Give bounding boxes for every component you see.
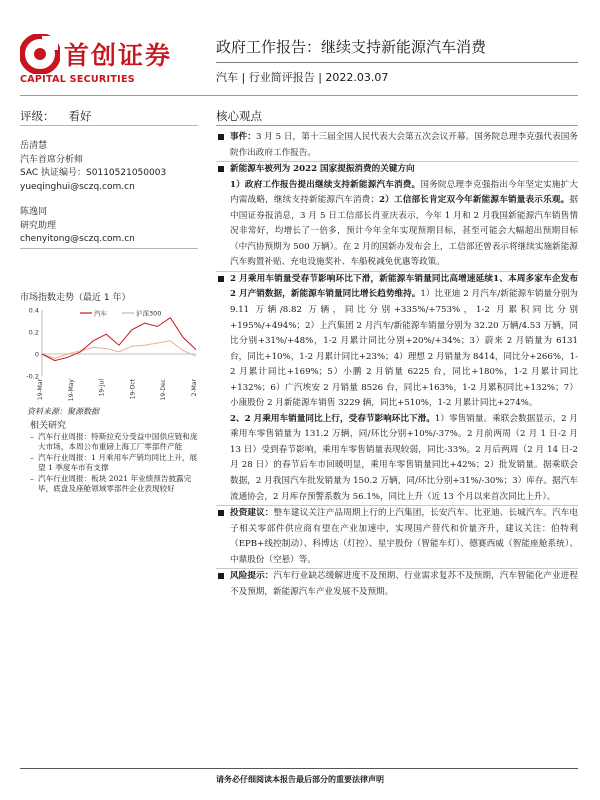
core-title: 核心观点 (216, 109, 262, 123)
legal-notice[interactable]: 请务必仔细阅读本报告最后部分的重要法律声明 (216, 774, 384, 784)
logo-mark-icon (20, 34, 60, 74)
chart-title: 市场指数走势（最近 1 年） (20, 293, 131, 303)
x-tick-label: 2-Mar (191, 379, 198, 397)
company-logo (20, 34, 200, 84)
investment-label: 投资建议： (230, 508, 274, 519)
sales-text-2: 1）零售销量。乘联会数据显示，2 月乘用车零售销量为 131.2 万辆，同/环比分别+10%/-37%。2 月前两周（2 月 1 日-2 月 13 日）受到春节影响，乘用车零售销量表现较弱，同比-33%。2 月后两周（2 月 14 日-2 月 28 日）的春节后车市回暖明显，乘用车零售销量同比+42%；2）批发销量。据乘联会数据，2 月我国汽车批发销量为 150.2 万辆，同/环比分别+31%/-30%；3）库存。据汽车流通协会，2 月库存预警系数为 56.1%，同比上升（近 13 个月以来首次同比上升）。 (230, 413, 578, 502)
bullet-investment (216, 506, 578, 568)
bullet-sales (216, 272, 578, 505)
analyst-primary (20, 140, 166, 194)
brand-name-en: CAPITAL SECURITIES (20, 74, 135, 85)
header-divider (20, 95, 578, 96)
analyst-divider (20, 248, 198, 249)
analyst-role: 研究助理 (20, 220, 57, 231)
policy-heading: 新能源车被列为 2022 国家提振消费的关键方向 (230, 164, 415, 175)
related-item[interactable]: – 汽车行业周报：特斯拉充分受益中国供应链和庞大市场，本周公布重磅上海工厂零部件产能 (30, 432, 200, 453)
related-item[interactable]: – 汽车行业周报：1 月乘用车产销均同比上升，展望 1 季度车市有支撑 (30, 453, 200, 474)
x-tick-label: 19-May (67, 379, 75, 402)
risk-label: 风险提示： (230, 571, 274, 582)
related-item[interactable]: – 汽车行业周报：板块 2021 年业绩预告披露完毕，底盘及座舱领域零部件企业表现较好 (30, 474, 200, 495)
report-title: 政府工作报告：继续支持新能源汽车消费 (216, 38, 487, 56)
legend-label: 汽车 (94, 309, 107, 318)
policy-text-2: 据中国证券报消息，3 月 5 日工信部长肖亚庆表示，今年 1 月和 2 月我国新能源汽车销售情况非常好，均增长了一倍多，预计今年全年实现预期目标，甚至可能会大幅超出预期目标（中汽协预期为 500 万辆）。在 2 月的国新办发布会上，工信部还曾表示将继续实施新能源汽车购置补贴、充电设施奖补、车船税减免优惠等政策。 (230, 195, 578, 268)
sales-text-1: 1）比亚迪 2 月汽车/新能源车销量分别为 9.11 万辆/8.82 万辆，同比分别+335%/+753%，1-2 月累积同比分别+195%/+494%；2）上汽集团 2 月汽车/新能源车销量分别为 32.20 万辆/4.53 万辆，同比分别+31%/+48%，1-2 月累计同比分别+20%/+34%；3）蔚来 2 月销量为 6131 台，同比+10%，1-2 月累计同比+23%；4）理想 2 月销量为 8414，同比分+266%，1-2 月累计同比+169%；5）小鹏 2 月销量 6225 台，同比+180%，1-2 月累计同比+132%；6）广汽埃安 2 月销量 8526 台，同比+163%，1-2 月累积同比+132%；7）小康股份 2 月新能源车销售 3229 辆，同比+510%，1-2 月累计同比+274%。 (230, 289, 578, 409)
analyst-email[interactable]: yueqinghui@sczq.com.cn (20, 181, 135, 192)
chart-canvas (20, 302, 200, 402)
policy-text-1: 国务院总理李克强指出今年坚定实施扩大内需战略，继续支持新能源汽车消费； (230, 179, 578, 206)
sales-sub-1: 1、本周多家车企发布 2 月产销数据，新能源车销量同比增长趋势维持。 (230, 273, 578, 300)
risk-text: 汽车行业缺芯缓解进度不及预期、行业需求复苏不及预期，汽车智能化产业进程不及预期，新能源汽车产业发展不及预期。 (230, 571, 578, 597)
related-title: 相关研究 (30, 421, 67, 431)
market-index-chart (20, 302, 200, 402)
bullet-policy (216, 162, 578, 271)
policy-sub-2: 2）工信部长肯定双今年新能源车销量表示乐观。 (378, 195, 570, 206)
analyst-license: SAC 执证编号：S0110521050003 (20, 168, 167, 178)
event-text: 3 月 5 日，第十三届全国人民代表大会第五次会议开幕。国务院总理李克强代表国务院作出政府工作报告。 (230, 132, 578, 158)
x-tick-label: 19-Mar (37, 379, 44, 401)
y-tick-label: -0.2 (26, 372, 39, 381)
series-line (42, 341, 196, 359)
analyst-role: 汽车首席分析师 (20, 154, 84, 165)
bullet-event (216, 130, 578, 161)
legend-label: 沪深300 (136, 309, 162, 318)
bullet-risk (216, 569, 578, 600)
core-divider (216, 125, 578, 126)
policy-sub-1: 1）政府工作报告提出继续支持新能源汽车消费。 (230, 179, 421, 190)
analyst-email[interactable]: chenyitong@sczq.com.cn (20, 234, 135, 244)
footer-divider (20, 768, 578, 769)
x-tick-label: 19-Oct (129, 379, 137, 400)
investment-text: 整车建议关注产品周期上行的上汽集团，长安汽车、比亚迪、长城汽车。汽车电子相关零部件供应商有望在产业加速中，实现国产替代和价量齐升，建议关注：伯特利（EPB+线控制动）、科博达（灯控）、星宇股份（智能车灯）、德赛西威（智能座舱系统）、中鼎股份（空悬）等。 (230, 508, 578, 565)
title-divider (216, 62, 578, 63)
rating (20, 108, 92, 124)
rating-label: 评级： (20, 109, 55, 123)
rating-value: 看好 (68, 109, 92, 123)
event-label: 事件： (230, 132, 256, 142)
brand-name-cn: 首创证券 (64, 41, 173, 70)
analyst-secondary (20, 206, 135, 247)
analyst-name: 岳清慧 (20, 141, 48, 151)
analyst-name: 陈逸同 (20, 207, 48, 217)
x-tick-label: 19-Jul (98, 379, 106, 397)
report-subtitle: 汽车 | 行业简评报告 | 2022.03.07 (216, 71, 389, 84)
core-bullets (216, 130, 578, 600)
rating-divider (20, 125, 198, 126)
chart-source: 资料来源：聚源数据 (27, 407, 99, 416)
x-tick-label: 19-Dec (160, 379, 168, 401)
y-tick-label: 0.2 (28, 328, 39, 337)
sales-sub-2: 2、2 月乘用车销量同比上行，受春节影响环比下滑。 (230, 413, 435, 424)
y-tick-label: 0.4 (28, 306, 39, 315)
sales-heading: 2 月乘用车销量受春节影响环比下滑，新能源车销量同比高增速延续 (230, 273, 494, 284)
y-tick-label: 0 (34, 350, 39, 359)
related-list (30, 432, 200, 494)
